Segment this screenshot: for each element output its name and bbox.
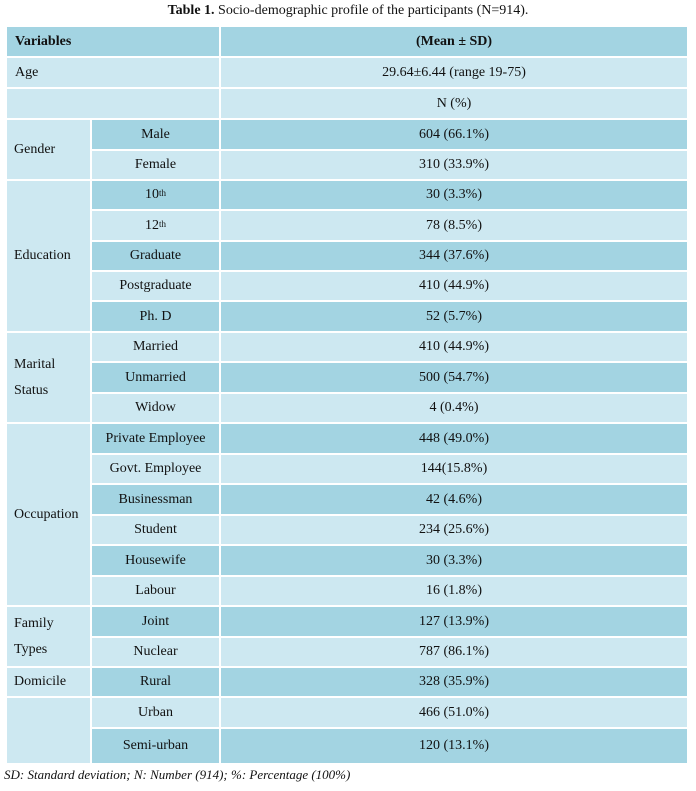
category-cell: [91, 728, 220, 764]
category-label: Widow: [135, 400, 176, 415]
category-label: Female: [134, 157, 177, 172]
table-row: [6, 637, 688, 667]
table-header-row: [6, 26, 688, 57]
category-cell: [91, 667, 220, 697]
category-cell: [91, 515, 220, 545]
category-label: Housewife: [125, 552, 186, 568]
table-row: [6, 606, 688, 637]
category-label: Married: [132, 339, 179, 354]
category-cell: [91, 393, 220, 423]
value-cell: 787 (86.1%): [220, 637, 688, 667]
value-cell: 410 (44.9%): [220, 332, 688, 362]
value-cell: 466 (51.0%): [220, 697, 688, 728]
table-row: [6, 393, 688, 423]
category-cell: [91, 119, 220, 150]
category-label: Labour: [135, 583, 176, 598]
table-row: [6, 332, 688, 362]
category-label: Unmarried: [125, 369, 186, 385]
value-cell: 410 (44.9%): [220, 271, 688, 301]
sociodemographic-table: [5, 25, 689, 765]
value-cell: 52 (5.7%): [220, 301, 688, 332]
table-row: [6, 484, 688, 515]
header-mean-sd: (Mean ± SD): [220, 26, 688, 57]
table-caption-label: Table 1.: [167, 3, 215, 18]
value-cell: 144(15.8%): [220, 454, 688, 484]
table-footnote: SD: Standard deviation; N: Number (914); %: Percentage (100%): [4, 767, 351, 782]
value-cell: 234 (25.6%): [220, 515, 688, 545]
subheader-row: [6, 88, 688, 119]
table-row: [6, 454, 688, 484]
value-cell: 30 (3.3%): [220, 180, 688, 210]
value-cell: 78 (8.5%): [220, 210, 688, 241]
table-row: [6, 271, 688, 301]
group-label: Marital Status: [6, 332, 91, 423]
table-row: [6, 545, 688, 576]
category-label: 10: [144, 187, 159, 202]
value-cell: 120 (13.1%): [220, 728, 688, 764]
category-cell: [91, 180, 220, 210]
value-cell: 127 (13.9%): [220, 606, 688, 637]
category-cell: [91, 484, 220, 515]
header-variables: Variables: [6, 26, 220, 57]
category-label: Govt. Employee: [109, 461, 202, 476]
table-row: [6, 301, 688, 332]
subheader-n-percent: N (%): [220, 88, 688, 119]
category-cell: [91, 697, 220, 728]
category-label: Semi-urban: [122, 738, 189, 753]
value-cell: 604 (66.1%): [220, 119, 688, 150]
category-superscript: th: [158, 218, 166, 229]
table-row: [6, 150, 688, 180]
table-body: [6, 26, 688, 764]
category-superscript: th: [158, 188, 166, 198]
table-row: [6, 180, 688, 210]
category-cell: [91, 241, 220, 271]
category-cell: [91, 301, 220, 332]
table-caption-text: Socio-demographic profile of the participants (N=914).: [214, 3, 529, 18]
table-row: [6, 667, 688, 697]
table-row: [6, 728, 688, 764]
category-cell: [91, 271, 220, 301]
table-row: [6, 119, 688, 150]
category-cell: [91, 423, 220, 454]
category-label: Nuclear: [133, 644, 178, 659]
category-cell: [91, 332, 220, 362]
value-cell: 448 (49.0%): [220, 423, 688, 454]
value-cell: 42 (4.6%): [220, 484, 688, 515]
table-row: [6, 210, 688, 241]
category-cell: [91, 150, 220, 180]
subheader-empty: [6, 88, 220, 119]
value-cell: 344 (37.6%): [220, 241, 688, 271]
age-label: Age: [6, 57, 220, 88]
table-caption: [0, 0, 696, 24]
group-label: Domicile: [6, 667, 91, 697]
category-label: 12: [144, 217, 159, 233]
value-cell: 500 (54.7%): [220, 362, 688, 393]
age-row: [6, 57, 688, 88]
category-cell: [91, 362, 220, 393]
value-cell: 4 (0.4%): [220, 393, 688, 423]
category-label: Rural: [139, 674, 172, 689]
category-label: Urban: [138, 704, 173, 720]
age-value: 29.64±6.44 (range 19-75): [220, 57, 688, 88]
category-label: Ph. D: [139, 308, 172, 324]
category-cell: [91, 606, 220, 637]
table-row: [6, 697, 688, 728]
table-row: [6, 423, 688, 454]
category-cell: [91, 576, 220, 606]
value-cell: 30 (3.3%): [220, 545, 688, 576]
category-label: Private Employee: [105, 430, 206, 446]
category-cell: [91, 637, 220, 667]
category-label: Postgraduate: [119, 278, 192, 293]
category-label: Graduate: [129, 248, 182, 263]
category-cell: [91, 545, 220, 576]
group-label: Education: [6, 180, 91, 332]
category-label: Joint: [141, 613, 170, 629]
table-row: [6, 515, 688, 545]
group-label: [6, 697, 91, 764]
category-label: Male: [141, 126, 170, 142]
category-label: Student: [134, 522, 177, 537]
group-label: Family Types: [6, 606, 91, 667]
value-cell: 16 (1.8%): [220, 576, 688, 606]
category-label: Businessman: [118, 491, 193, 507]
value-cell: 328 (35.9%): [220, 667, 688, 697]
value-cell: 310 (33.9%): [220, 150, 688, 180]
category-cell: [91, 454, 220, 484]
category-cell: [91, 210, 220, 241]
group-label: Gender: [6, 119, 91, 180]
table-row: [6, 362, 688, 393]
table-row: [6, 241, 688, 271]
group-label: Occupation: [6, 423, 91, 606]
table-row: [6, 576, 688, 606]
